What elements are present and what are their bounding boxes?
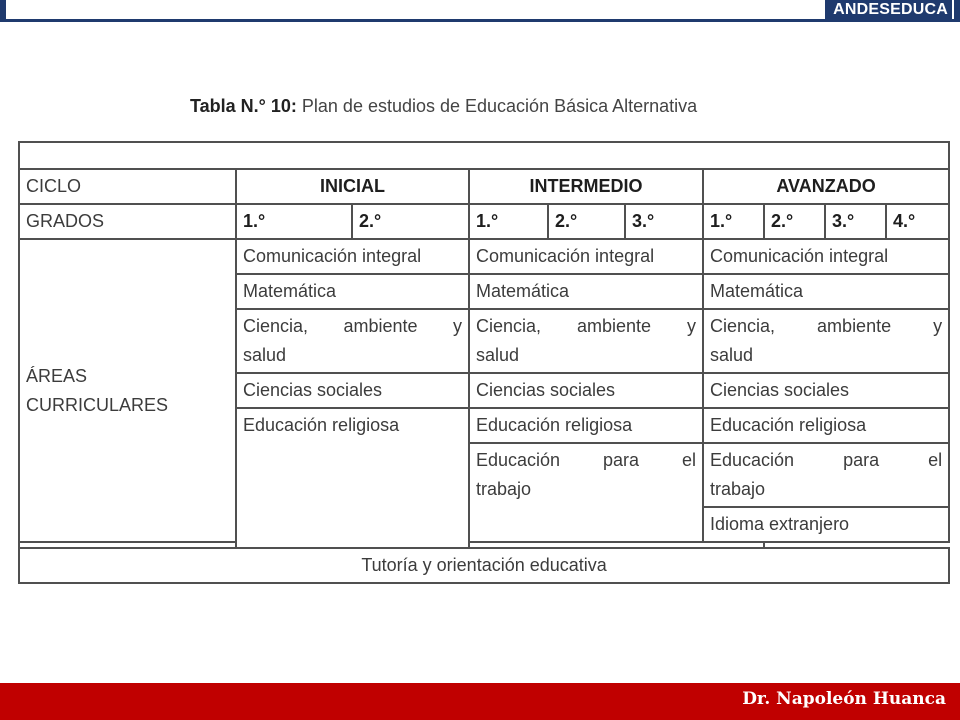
area-matematica-avanzado: Matemática <box>703 274 949 309</box>
grade-cell: 1.° <box>236 204 352 239</box>
grados-row <box>19 204 949 239</box>
area-sociales-inicial: Ciencias sociales <box>236 373 469 408</box>
grade-cell: 3.° <box>825 204 886 239</box>
grade-cell: 1.° <box>469 204 548 239</box>
top-bar-inner <box>6 0 954 19</box>
area-matematica-intermedio: Matemática <box>469 274 703 309</box>
area-row <box>19 239 949 274</box>
ciclo-row <box>19 169 949 204</box>
caption-number: Tabla N.° 10: <box>190 96 297 116</box>
area-trabajo-avanzado <box>703 443 949 507</box>
area-sociales-avanzado: Ciencias sociales <box>703 373 949 408</box>
grade-cell: 2.° <box>352 204 469 239</box>
table-header-empty-row <box>19 142 949 169</box>
area-ciencia-line2: salud <box>243 345 287 365</box>
area-ciencia-line1: Ciencia, ambiente y <box>710 316 943 336</box>
area-ciencia-inicial <box>236 309 469 373</box>
cycle-avanzado: AVANZADO <box>703 169 949 204</box>
cycle-intermedio: INTERMEDIO <box>469 169 703 204</box>
area-trabajo-line1: Educación para el <box>476 450 696 470</box>
area-comunicacion-inicial: Comunicación integral <box>236 239 469 274</box>
grade-cell: 4.° <box>886 204 949 239</box>
area-religiosa-inicial: Educación religiosa <box>236 408 469 548</box>
grade-cell: 2.° <box>764 204 825 239</box>
area-trabajo-line2: trabajo <box>476 479 532 499</box>
ciclo-label: CICLO <box>19 169 236 204</box>
area-ciencia-avanzado <box>703 309 949 373</box>
area-comunicacion-avanzado: Comunicación integral <box>703 239 949 274</box>
grade-cell: 2.° <box>548 204 625 239</box>
table-caption <box>190 96 697 117</box>
brand-label: ANDESEDUCA <box>825 0 952 21</box>
area-religiosa-intermedio: Educación religiosa <box>469 408 703 443</box>
empty-header-cell <box>19 142 949 169</box>
area-matematica-inicial: Matemática <box>236 274 469 309</box>
tutoria-cell: Tutoría y orientación educativa <box>19 548 949 583</box>
area-sociales-intermedio: Ciencias sociales <box>469 373 703 408</box>
area-ciencia-intermedio <box>469 309 703 373</box>
area-trabajo-intermedio <box>469 443 703 542</box>
curriculum-table <box>18 141 950 584</box>
area-religiosa-avanzado: Educación religiosa <box>703 408 949 443</box>
area-ciencia-line2: salud <box>710 345 754 365</box>
area-idioma-avanzado: Idioma extranjero <box>703 507 949 542</box>
caption-text: Plan de estudios de Educación Básica Alternativa <box>296 96 698 116</box>
tutoria-row <box>19 548 949 583</box>
area-ciencia-line1: Ciencia, ambiente y <box>243 316 462 336</box>
footer-author: Dr. Napoleón Huanca <box>742 689 946 709</box>
cycle-inicial: INICIAL <box>236 169 469 204</box>
area-comunicacion-intermedio: Comunicación integral <box>469 239 703 274</box>
area-ciencia-line1: Ciencia, ambiente y <box>476 316 696 336</box>
grados-label: GRADOS <box>19 204 236 239</box>
grade-cell: 3.° <box>625 204 703 239</box>
grade-cell: 1.° <box>703 204 764 239</box>
area-trabajo-line2: trabajo <box>710 479 766 499</box>
area-ciencia-line2: salud <box>476 345 520 365</box>
areas-label: ÁREAS CURRICULARES <box>19 239 236 542</box>
area-trabajo-line1: Educación para el <box>710 450 943 470</box>
